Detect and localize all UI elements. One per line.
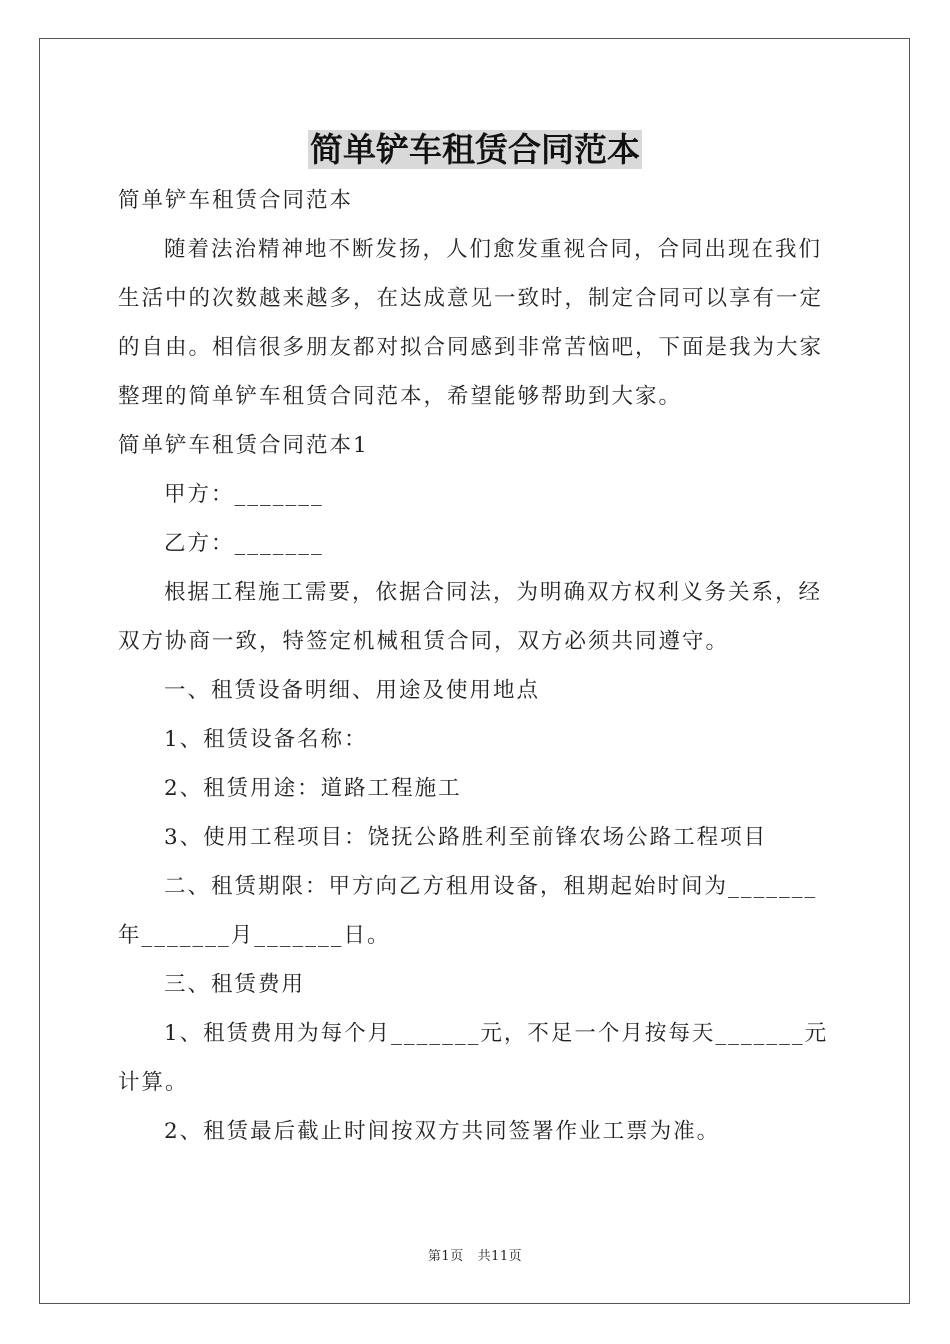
clause-item: 2、租赁最后截止时间按双方共同签署作业工票为准。 [164, 1119, 721, 1144]
page-total: 共11页 [477, 1249, 523, 1264]
clause-heading-3: 三、租赁费用 [164, 972, 306, 997]
document-body [118, 176, 836, 1156]
document-title [0, 128, 950, 172]
preamble-paragraph: 根据工程施工需要，依据合同法，为明确双方权利义务关系，经双方协商一致，特签定机械租赁合同，双方必须共同遵守。 [118, 580, 823, 654]
page-footer [0, 1245, 950, 1264]
clause-item: 1、租赁设备名称： [164, 727, 368, 752]
clause-item: 1、租赁费用为每个月_______元，不足一个月按每天_______元计算。 [118, 1021, 829, 1095]
clause-item: 3、使用工程项目：饶抚公路胜利至前锋农场公路工程项目 [164, 825, 768, 850]
section-heading: 简单铲车租赁合同范本1 [118, 433, 369, 458]
clause-item: 2、租赁用途：道路工程施工 [164, 776, 462, 801]
document-title-text: 简单铲车租赁合同范本 [310, 130, 640, 169]
clause-heading-1: 一、租赁设备明细、用途及使用地点 [164, 678, 541, 703]
party-a-line: 甲方：_______ [164, 482, 324, 507]
page-number: 第1页 [427, 1249, 464, 1264]
intro-paragraph: 随着法治精神地不断发扬，人们愈发重视合同，合同出现在我们生活中的次数越来越多，在达成意见一致时，制定合同可以享有一定的自由。相信很多朋友都对拟合同感到非常苦恼吧，下面是我为大家整理的简单铲车租赁合同范本，希望能够帮助到大家。 [118, 237, 824, 409]
party-b-line: 乙方：_______ [164, 531, 324, 556]
subtitle-paragraph: 简单铲车租赁合同范本 [118, 188, 354, 213]
clause-heading-2: 二、租赁期限：甲方向乙方租用设备，租期起始时间为_______年_______月_______日。 [118, 874, 818, 948]
